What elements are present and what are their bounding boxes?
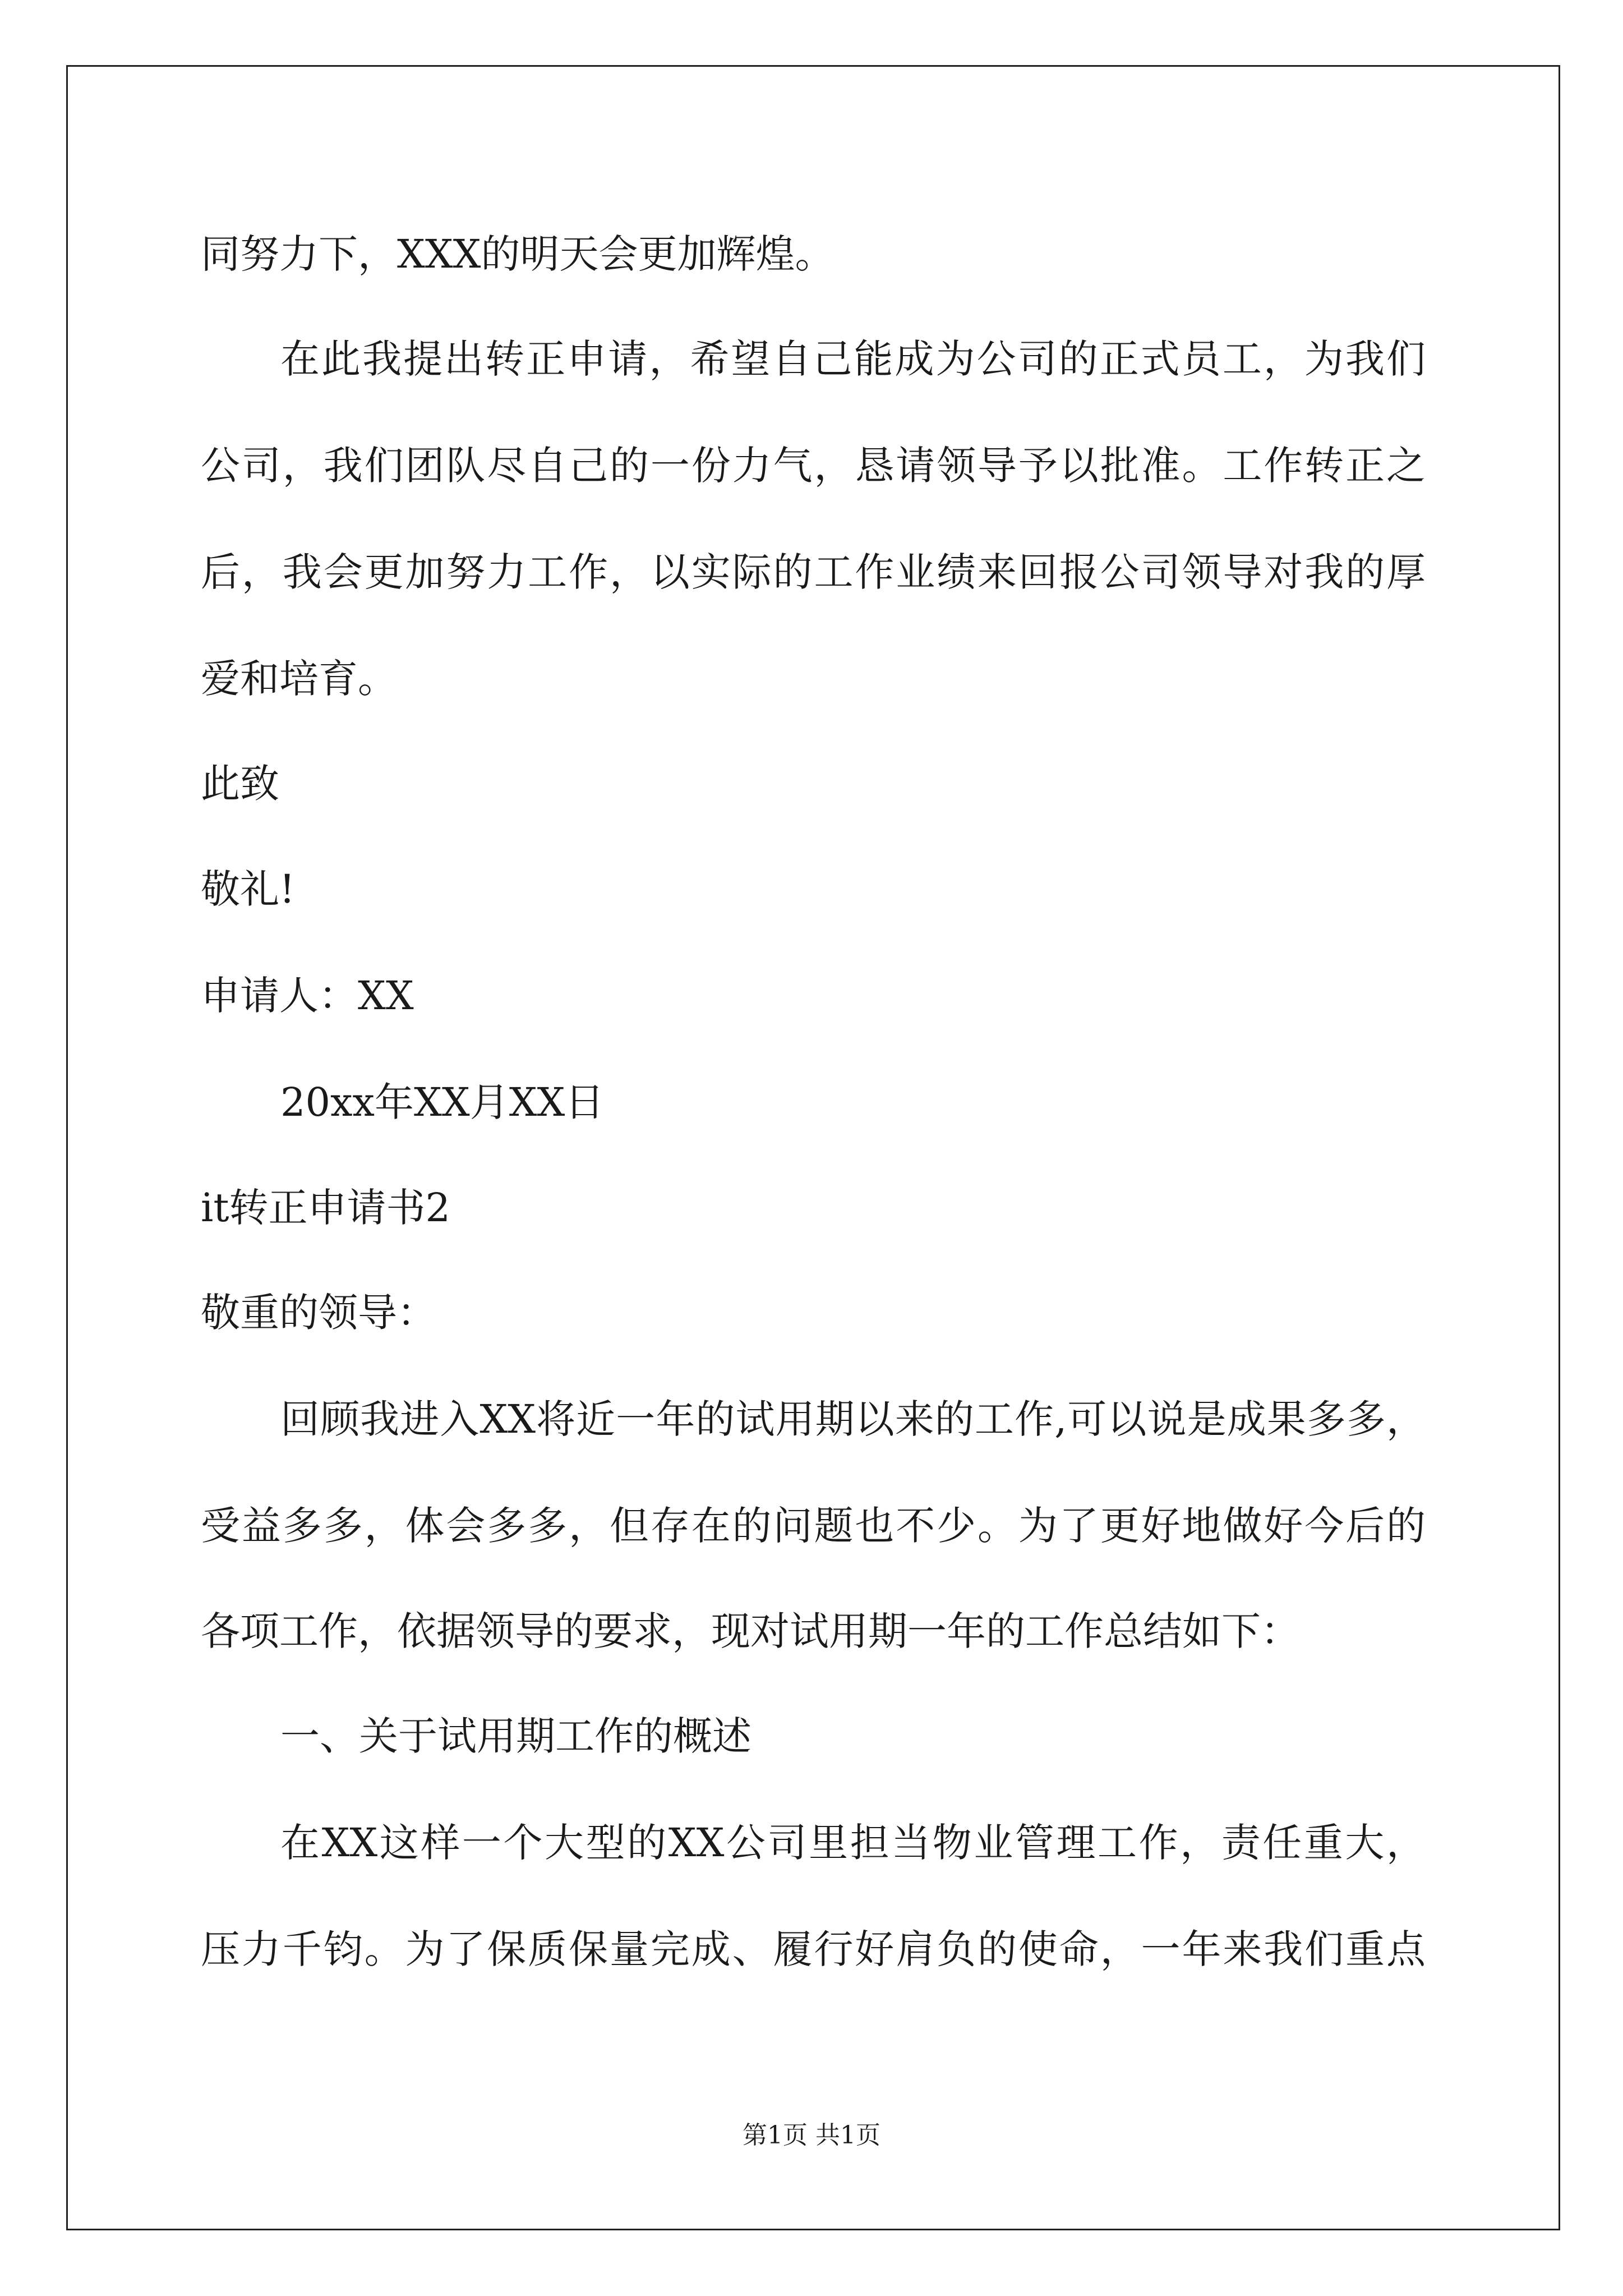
section-title: it转正申请书2: [201, 1185, 451, 1231]
date-line: 20xx年XX月XX日: [280, 1079, 605, 1125]
paragraph-line: 压力千钧。为了保质保量完成、履行好肩负的使命，一年来我们重点: [201, 1926, 1426, 1972]
closing-line: 此致: [201, 761, 279, 807]
page-border: [66, 65, 1560, 2230]
page-footer: 第1页 共1页: [743, 2121, 880, 2150]
paragraph-line: 后，我会更加努力工作，以实际的工作业绩来回报公司领导对我的厚: [201, 549, 1426, 595]
paragraph-line: 在XX这样一个大型的XX公司里担当物业管理工作，责任重大，: [280, 1820, 1426, 1866]
applicant-line: 申请人：XX: [201, 973, 414, 1019]
paragraph-line: 各项工作，依据领导的要求，现对试用期一年的工作总结如下：: [201, 1608, 1300, 1654]
salutation-line: 敬礼!: [201, 866, 296, 912]
paragraph-line: 爱和培育。: [201, 656, 397, 702]
paragraph-line: 在此我提出转正申请，希望自己能成为公司的正式员工，为我们: [280, 336, 1426, 382]
paragraph-line: 回顾我进入XX将近一年的试用期以来的工作,可以说是成果多多，: [280, 1396, 1426, 1442]
paragraph-line: 公司，我们团队尽自己的一份力气，恳请领导予以批准。工作转正之: [201, 443, 1426, 489]
paragraph-line: 受益多多，体会多多，但存在的问题也不少。为了更好地做好今后的: [201, 1503, 1426, 1549]
paragraph-line: 同努力下，XXX的明天会更加辉煌。: [201, 231, 834, 277]
subheading-line: 一、关于试用期工作的概述: [280, 1713, 751, 1759]
greeting-line: 敬重的领导：: [201, 1290, 436, 1336]
